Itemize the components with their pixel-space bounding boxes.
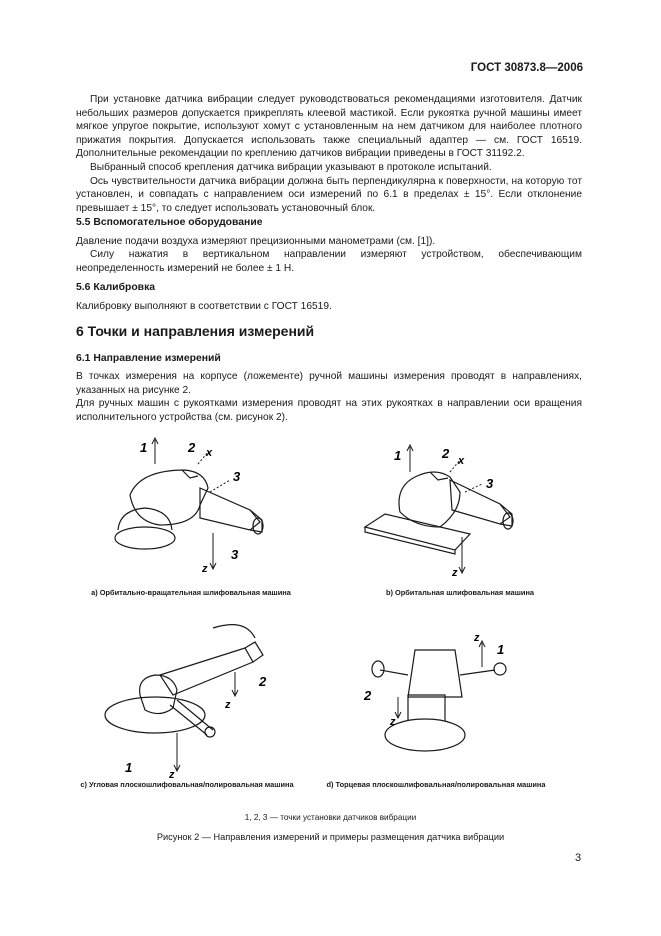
section-5-6 <box>76 281 582 313</box>
paragraph-calibration: Калибровку выполняют в соответствии с ГОСТ 16519. <box>76 300 332 312</box>
heading-5-5: 5.5 Вспомогательное оборудование <box>76 217 263 228</box>
label-2: 2 <box>188 440 196 455</box>
label-1: 1 <box>497 642 505 657</box>
heading-6-1: 6.1 Направление измерений <box>76 352 221 364</box>
label-2: 2 <box>259 674 267 689</box>
paragraph-protocol: Выбранный способ крепления датчика вибрации указывают в протоколе испытаний. <box>90 161 492 173</box>
label-3: 3 <box>486 476 494 491</box>
paragraph-directions: В точках измерения на корпусе (ложементе) ручной машины измерения проводят в направлениях, указанных на рисунке 2. <box>76 371 582 396</box>
figure-legend: 1, 2, 3 — точки установки датчиков вибрации <box>244 813 417 822</box>
paragraph-sensitivity-axis: Ось чувствительности датчика вибрации должна быть перпендикулярна к поверхности, на которую тот установлен, и совпадать с направлением оси измерений по 6.1 в пределах ± 15°. Если отклонение превышает ± 15°, то следует использовать установочный блок. <box>76 175 582 214</box>
label-1: 1 <box>140 440 148 455</box>
label-z: z <box>225 699 231 711</box>
paragraph-press-force: Силу нажатия в вертикальном направлении измеряют устройством, обеспечивающим неопределенность измерений не более ± 1 Н. <box>76 249 582 274</box>
caption-d: d) Торцевая плоскошлифовальная/полировальная машина <box>326 780 546 789</box>
label-2: 2 <box>364 688 372 703</box>
page-number: 3 <box>575 852 582 864</box>
label-z: z <box>202 563 208 575</box>
section-6 <box>76 325 582 425</box>
label-z2: z <box>390 716 396 728</box>
section-5-5 <box>76 216 582 275</box>
caption-b: b) Орбитальная шлифовальная машина <box>385 588 535 597</box>
heading-5-6: 5.6 Калибровка <box>76 282 156 293</box>
label-1: 1 <box>125 760 133 775</box>
caption-c: с) Угловая плоскошлифовальная/полировальная машина <box>80 780 294 789</box>
document-id: ГОСТ 30873.8—2006 <box>470 62 583 74</box>
figure-c-angle-grinder <box>95 620 295 780</box>
paragraph-air-pressure: Давление подачи воздуха измеряют прецизионными манометрами (см. [1]). <box>76 235 436 247</box>
label-z: z <box>474 632 480 644</box>
figure-a-orbital-rotary-sander <box>100 430 290 580</box>
label-x: x <box>458 455 465 467</box>
label-3b: 3 <box>231 547 239 562</box>
heading-6: 6 Точки и направления измерений <box>76 323 315 339</box>
label-2: 2 <box>442 446 450 461</box>
label-x: x <box>206 447 213 459</box>
label-3: 3 <box>233 469 241 484</box>
label-z: z <box>452 567 458 579</box>
figure-b-orbital-sander <box>360 432 550 582</box>
label-z2: z <box>169 769 175 780</box>
paragraph-handles: Для ручных машин с рукоятками измерения проводят на этих рукоятках в направлении оси вращения исполнительного устройства (см. рисунок 2). <box>76 398 582 423</box>
paragraph-sensor-mount: При установке датчика вибрации следует руководствоваться рекомендациями изготовителя. Датчик небольших размеров допускается прикреплять клеевой мастикой. Если рукоятка ручной машины имеет мягкое упругое покрытие, используют хомут с установленным на нем датчиком для наиболее плотного прижатия покрытия. Допускается использовать также специальный адаптер — см. ГОСТ 16519. Дополнительные рекомендации по креплению датчиков вибрации приведены в ГОСТ 31192.2. <box>76 94 582 160</box>
figure-title: Рисунок 2 — Направления измерений и примеры размещения датчика вибрации <box>156 832 505 842</box>
caption-a: а) Орбитально-вращательная шлифовальная машина <box>91 588 291 597</box>
label-1: 1 <box>394 448 402 463</box>
figure-d-vertical-polisher <box>360 625 550 775</box>
body-text-top <box>76 93 582 215</box>
